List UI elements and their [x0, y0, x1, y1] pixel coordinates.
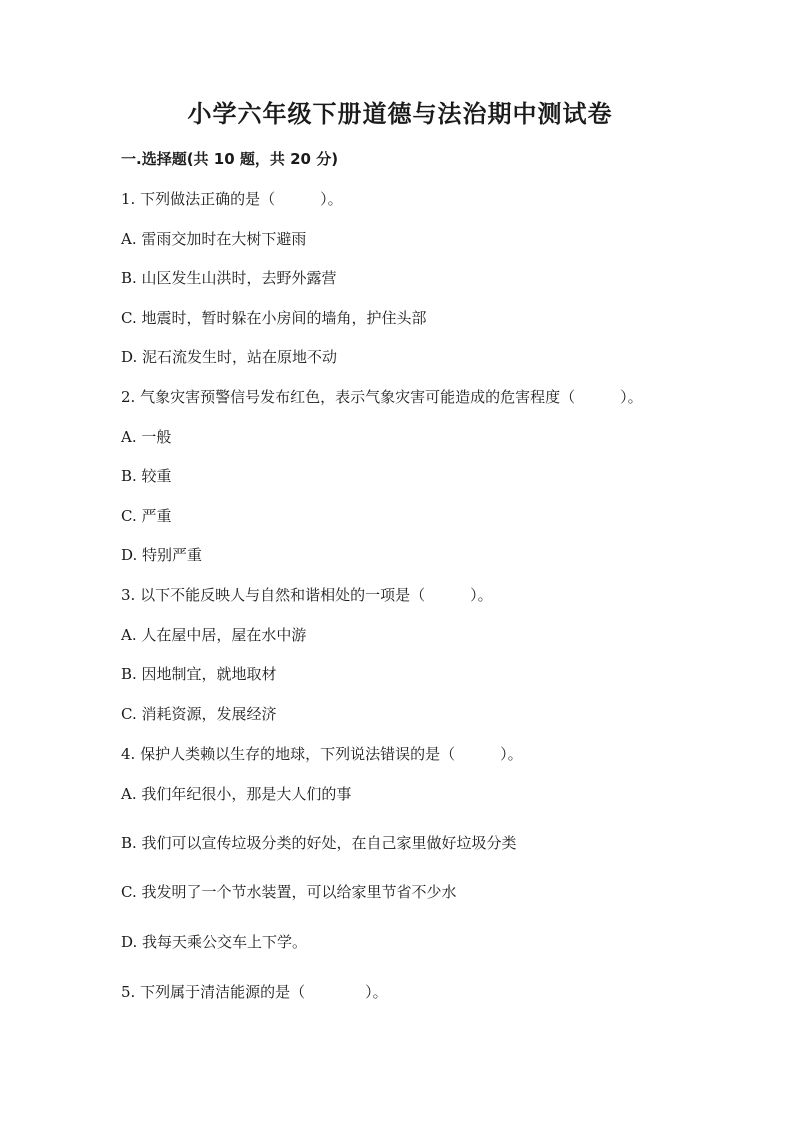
question-3-option-a: A. 人在屋中居，屋在水中游 — [121, 626, 307, 644]
question-2-option-b: B. 较重 — [121, 467, 172, 485]
question-1-option-d: D. 泥石流发生时，站在原地不动 — [121, 348, 338, 366]
question-1-stem: 1. 下列做法正确的是（ ）。 — [121, 190, 343, 208]
question-4-option-d: D. 我每天乘公交车上下学。 — [121, 933, 308, 951]
question-2-option-c: C. 严重 — [121, 507, 172, 525]
question-5-stem: 5. 下列属于清洁能源的是（ ）。 — [121, 983, 388, 1001]
question-4-stem: 4. 保护人类赖以生存的地球，下列说法错误的是（ ）。 — [121, 745, 523, 763]
question-3-option-b: B. 因地制宜，就地取材 — [121, 665, 277, 683]
section-heading: 一.选择题(共 10 题，共 20 分) — [121, 150, 339, 168]
question-3-stem: 3. 以下不能反映人与自然和谐相处的一项是（ ）。 — [121, 586, 493, 604]
question-1-option-a: A. 雷雨交加时在大树下避雨 — [121, 230, 307, 248]
question-4-option-c: C. 我发明了一个节水装置，可以给家里节省不少水 — [121, 883, 457, 901]
question-1-option-c: C. 地震时，暂时躲在小房间的墙角，护住头部 — [121, 309, 427, 327]
question-1-option-b: B. 山区发生山洪时，去野外露营 — [121, 269, 337, 287]
question-3-option-c: C. 消耗资源，发展经济 — [121, 705, 277, 723]
question-4-option-b: B. 我们可以宣传垃圾分类的好处，在自己家里做好垃圾分类 — [121, 834, 517, 852]
question-2-stem: 2. 气象灾害预警信号发布红色，表示气象灾害可能造成的危害程度（ ）。 — [121, 388, 643, 406]
question-4-option-a: A. 我们年纪很小，那是大人们的事 — [121, 785, 352, 803]
question-2-option-d: D. 特别严重 — [121, 546, 203, 564]
page-title: 小学六年级下册道德与法治期中测试卷 — [187, 100, 613, 128]
question-2-option-a: A. 一般 — [121, 428, 172, 446]
